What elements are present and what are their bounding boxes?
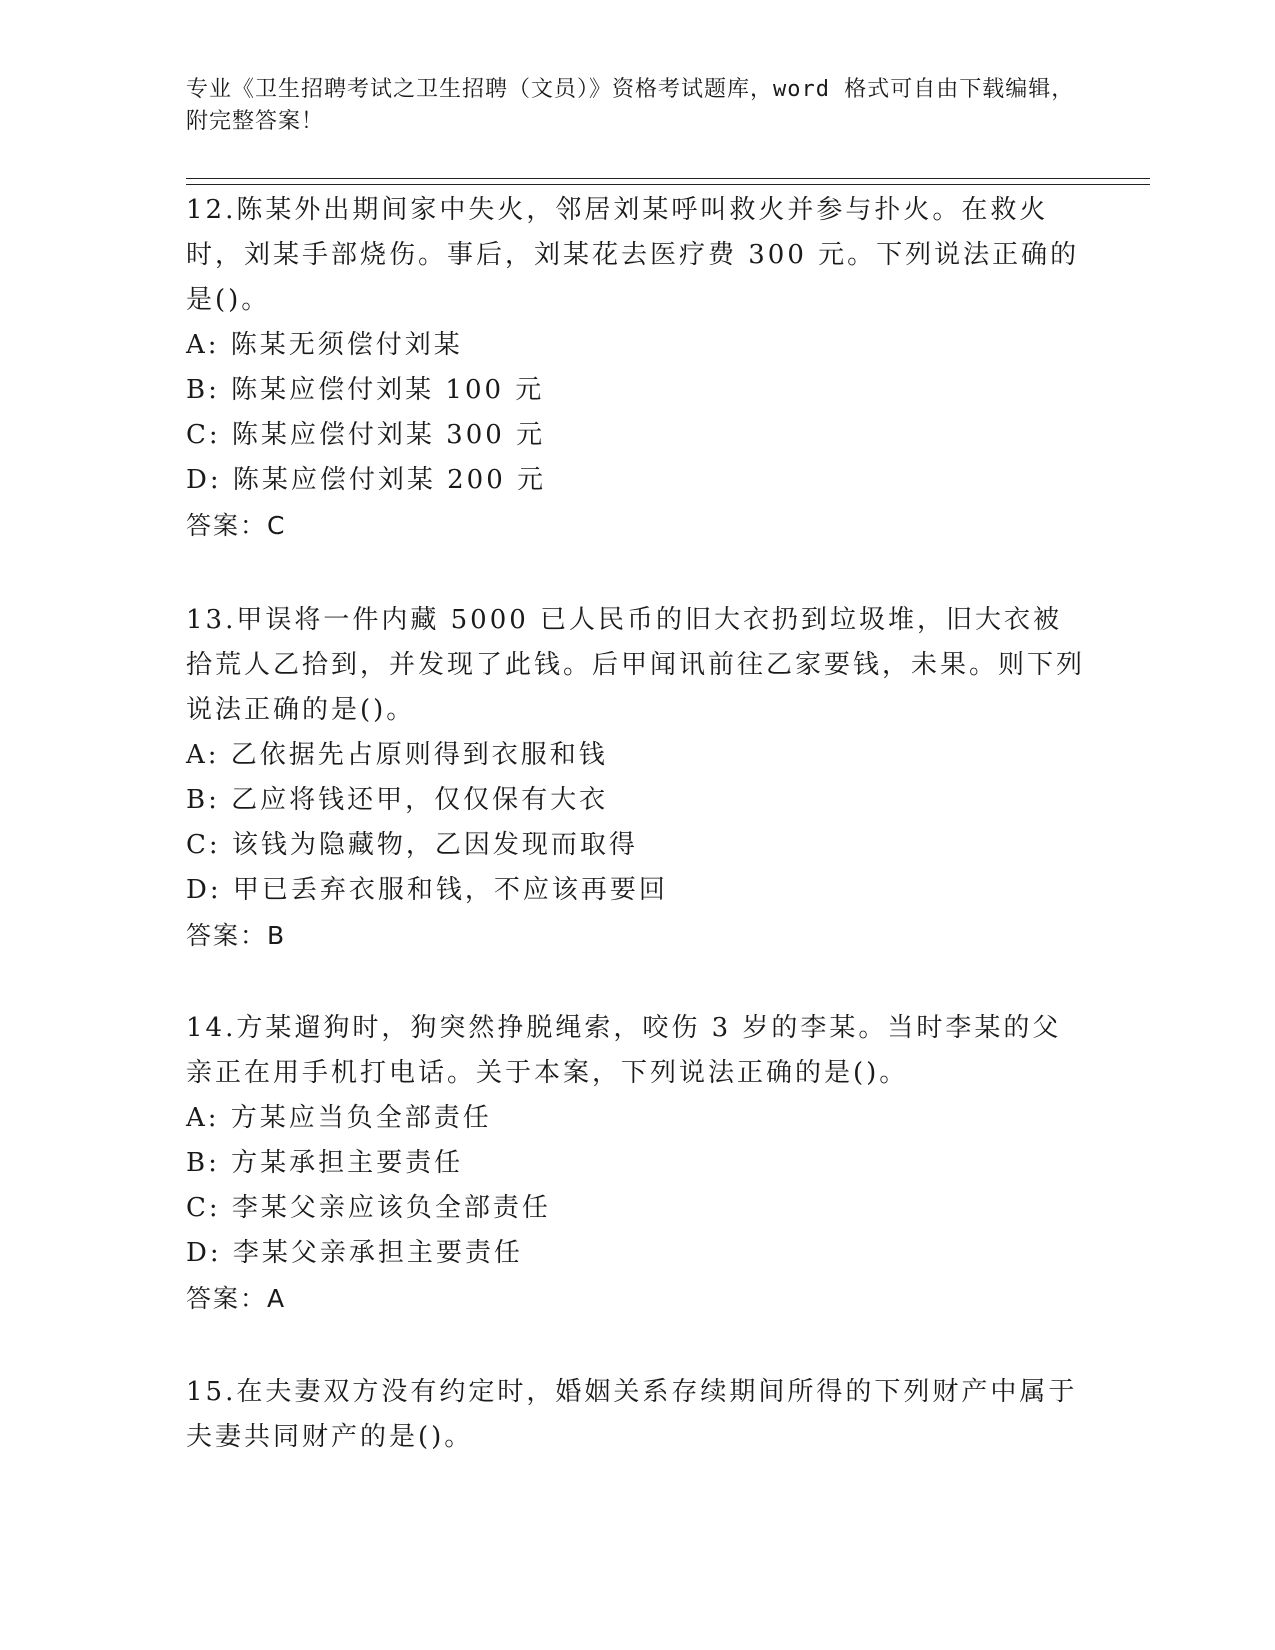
document-header: 专业《卫生招聘考试之卫生招聘（文员）》资格考试题库，word 格式可自由下载编辑，附完整答案！ [186, 77, 1075, 134]
header-divider-top [186, 178, 1150, 179]
question-stem: 15.在夫妻双方没有约定时，婚姻关系存续期间所得的下列财产中属于夫妻共同财产的是()。 [186, 1377, 1078, 1452]
question-stem: 14.方某遛狗时，狗突然挣脱绳索，咬伤 3 岁的李某。当时李某的父亲正在用手机打电话。关于本案，下列说法正确的是()。 [186, 1013, 1062, 1088]
answer: 答案：A [186, 1284, 287, 1313]
option-a: A: 陈某无须偿付刘某 [186, 330, 463, 360]
option-c: C: 李某父亲应该负全部责任 [186, 1193, 551, 1223]
question-stem: 13.甲误将一件内藏 5000 已人民币的旧大衣扔到垃圾堆，旧大衣被拾荒人乙拾到，并发现了此钱。后甲闻讯前往乙家要钱，未果。则下列说法正确的是()。 [186, 605, 1086, 725]
question-stem: 12.陈某外出期间家中失火，邻居刘某呼叫救火并参与扑火。在救火时，刘某手部烧伤。事后，刘某花去医疗费 300 元。下列说法正确的是()。 [186, 195, 1080, 315]
option-b: B: 方某承担主要责任 [186, 1148, 464, 1178]
option-d: D: 李某父亲承担主要责任 [186, 1238, 523, 1268]
option-b: B: 陈某应偿付刘某 100 元 [186, 375, 545, 405]
question-14 [186, 1006, 1086, 1321]
option-a: A: 方某应当负全部责任 [186, 1103, 492, 1133]
question-12 [186, 188, 1086, 548]
answer: 答案：C [186, 511, 287, 540]
answer: 答案：B [186, 921, 287, 950]
question-15 [186, 1370, 1086, 1460]
option-a: A: 乙依据先占原则得到衣服和钱 [186, 740, 608, 770]
option-d: D: 甲已丢弃衣服和钱，不应该再要回 [186, 875, 668, 905]
header-divider-bottom [186, 184, 1150, 185]
option-c: C: 陈某应偿付刘某 300 元 [186, 420, 546, 450]
option-d: D: 陈某应偿付刘某 200 元 [186, 465, 547, 495]
option-c: C: 该钱为隐藏物，乙因发现而取得 [186, 830, 638, 860]
option-b: B: 乙应将钱还甲，仅仅保有大衣 [186, 785, 609, 815]
question-13 [186, 598, 1086, 958]
